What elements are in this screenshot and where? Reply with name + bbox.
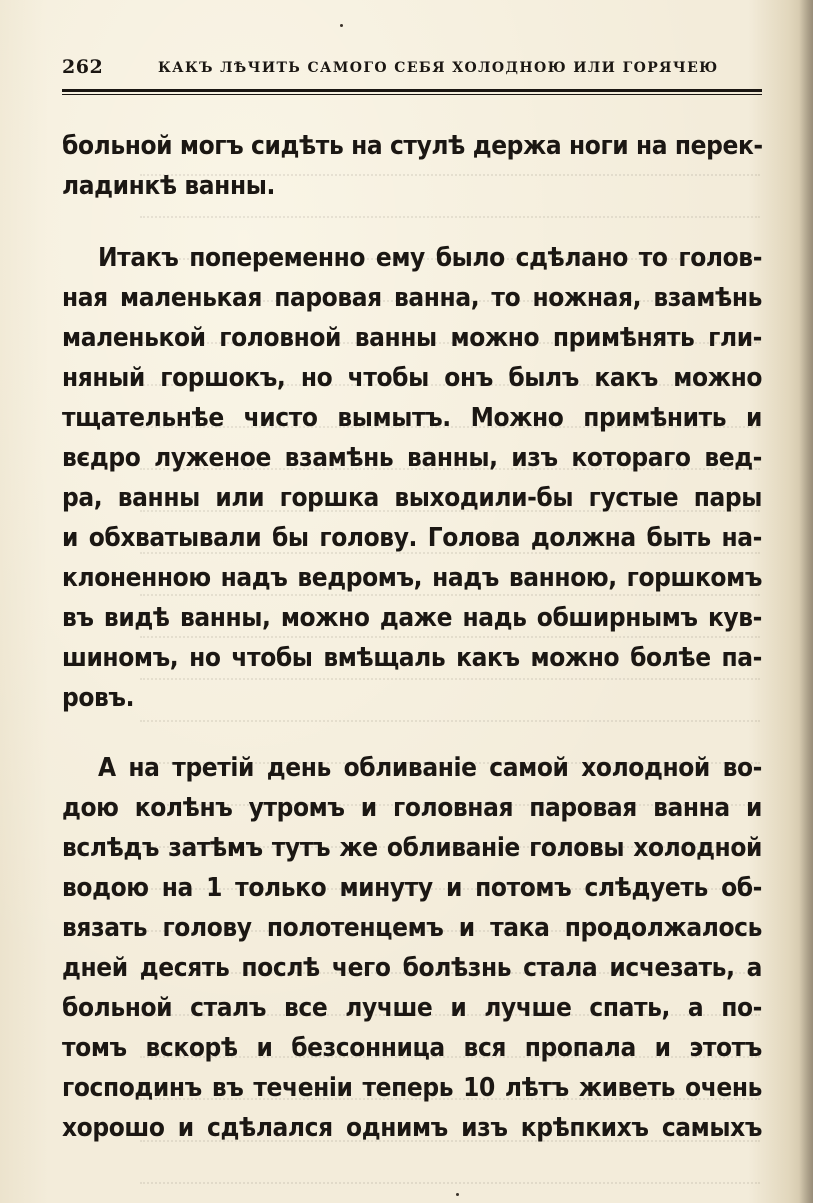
text-line: господинъ въ теченіи теперь 10 лѣтъ живеть очень xyxy=(62,1073,762,1103)
text-line: А на третій день обливаніе самой холодной во- xyxy=(98,753,762,783)
text-line: вєдро луженое взамѣнь ванны, изъ котораго вед- xyxy=(62,443,762,473)
text-line: въ видѣ ванны, можно даже надь обширнымъ кув- xyxy=(62,603,762,633)
ink-speck xyxy=(456,1193,459,1196)
paragraph-gap xyxy=(62,206,762,238)
text-line: ная маленькая паровая ванна, то ножная, взамѣнь xyxy=(62,283,762,313)
text-line: няный горшокъ, но чтобы онъ былъ какъ можно xyxy=(62,363,762,393)
page-header xyxy=(62,52,762,82)
text-line: шиномъ, но чтобы вмѣщаль какъ можно болѣе па- xyxy=(62,643,762,673)
text-line: больной могъ сидѣть на стулѣ держа ноги на перек- xyxy=(62,131,763,161)
text-line: тщательнѣе чисто вымытъ. Можно примѣнить и xyxy=(62,403,762,433)
running-head: КАКЪ ЛѢЧИТЬ САМОГО СЕБЯ ХОЛОДНОЮ ИЛИ ГОРЯЧЕЮ xyxy=(158,60,719,76)
header-rule xyxy=(62,89,762,92)
page-number: 262 xyxy=(62,56,104,78)
text-line: вслѣдъ затѣмъ тутъ же обливаніе головы холодной xyxy=(62,833,762,863)
text-line: хорошо и сдѣлался однимъ изъ крѣпкихъ самыхъ xyxy=(62,1113,762,1143)
ink-speck xyxy=(340,24,343,27)
text-line: клоненною надъ ведромъ, надъ ванною, горшкомъ xyxy=(62,563,762,593)
body-text xyxy=(62,126,762,1148)
header-rule-thin xyxy=(62,94,762,95)
text-line: томъ вскорѣ и безсонница вся пропала и этотъ xyxy=(62,1033,762,1063)
text-line: вязать голову полотенцемъ и така продолжалось xyxy=(62,913,762,943)
paragraph-gap xyxy=(62,718,762,748)
text-line: дою колѣнъ утромъ и головная паровая ванна и xyxy=(62,793,762,823)
text-line: Итакъ попеременно ему было сдѣлано то голов- xyxy=(98,243,762,273)
text-line: маленькой головной ванны можно примѣнять гли- xyxy=(62,323,762,353)
text-line: ровъ. xyxy=(62,683,135,713)
text-line: ладинкѣ ванны. xyxy=(62,171,275,201)
page-edge-shadow xyxy=(799,0,813,1203)
text-line: водою на 1 только минуту и потомъ слѣдуеть об- xyxy=(62,873,762,903)
text-line: ра, ванны или горшка выходили-бы густые пары xyxy=(62,483,762,513)
text-line: дней десять послѣ чего болѣзнь стала исчезать, а xyxy=(62,953,762,983)
text-line: больной сталъ все лучше и лучше спать, а по- xyxy=(62,993,762,1023)
text-line: и обхватывали бы голову. Голова должна быть на- xyxy=(62,523,762,553)
